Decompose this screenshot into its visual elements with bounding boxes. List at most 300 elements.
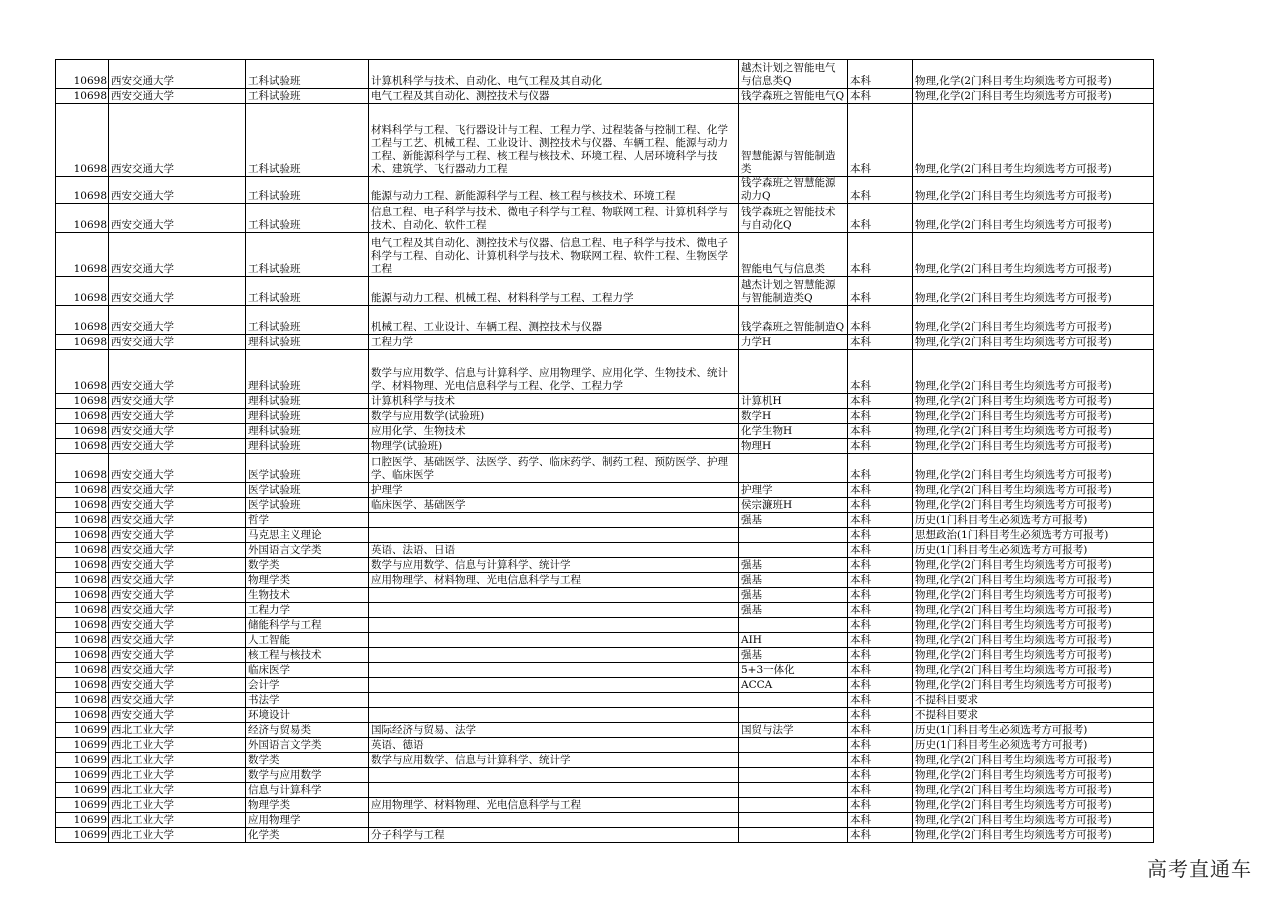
- school-name-cell: 西安交通大学: [109, 543, 246, 558]
- school-code-cell: 10698: [56, 89, 109, 104]
- subject-requirement-cell: 物理,化学(2门科目考生均须选考方可报考): [913, 783, 1154, 798]
- table-row: [56, 558, 1154, 573]
- table-row: [56, 483, 1154, 498]
- education-level-cell: 本科: [848, 543, 913, 558]
- remark-cell: 钱学森班之智能电气Q: [739, 89, 848, 104]
- subject-requirement-cell: 物理,化学(2门科目考生均须选考方可报考): [913, 558, 1154, 573]
- remark-cell: [739, 753, 848, 768]
- table-row: [56, 409, 1154, 424]
- included-majors-cell: [369, 708, 739, 723]
- included-majors-cell: 机械工程、工业设计、车辆工程、测控技术与仪器: [369, 306, 739, 335]
- subject-requirement-cell: 物理,化学(2门科目考生均须选考方可报考): [913, 588, 1154, 603]
- remark-cell: [739, 738, 848, 753]
- remark-cell: [739, 828, 848, 843]
- major-category-cell: 工程力学: [246, 603, 369, 618]
- subject-requirement-cell: 物理,化学(2门科目考生均须选考方可报考): [913, 828, 1154, 843]
- school-name-cell: 西安交通大学: [109, 454, 246, 483]
- remark-cell: 钱学森班之智能制造Q: [739, 306, 848, 335]
- school-code-cell: 10699: [56, 783, 109, 798]
- included-majors-cell: 计算机科学与技术、自动化、电气工程及其自动化: [369, 60, 739, 89]
- remark-cell: 越杰计划之智慧能源与智能制造类Q: [739, 277, 848, 306]
- school-code-cell: 10698: [56, 693, 109, 708]
- remark-cell: 强基: [739, 558, 848, 573]
- included-majors-cell: [369, 618, 739, 633]
- included-majors-cell: 电气工程及其自动化、测控技术与仪器: [369, 89, 739, 104]
- subject-requirement-cell: 物理,化学(2门科目考生均须选考方可报考): [913, 89, 1154, 104]
- included-majors-cell: 能源与动力工程、机械工程、材料科学与工程、工程力学: [369, 277, 739, 306]
- subject-requirement-cell: 物理,化学(2门科目考生均须选考方可报考): [913, 813, 1154, 828]
- education-level-cell: 本科: [848, 783, 913, 798]
- remark-cell: [739, 618, 848, 633]
- education-level-cell: 本科: [848, 409, 913, 424]
- school-code-cell: 10699: [56, 813, 109, 828]
- included-majors-cell: 数学与应用数学(试验班): [369, 409, 739, 424]
- school-code-cell: 10698: [56, 454, 109, 483]
- remark-cell: 强基: [739, 573, 848, 588]
- education-level-cell: 本科: [848, 693, 913, 708]
- major-category-cell: 医学试验班: [246, 483, 369, 498]
- education-level-cell: 本科: [848, 798, 913, 813]
- major-category-cell: 数学类: [246, 558, 369, 573]
- major-category-cell: 外国语言文学类: [246, 543, 369, 558]
- included-majors-cell: 信息工程、电子科学与技术、微电子科学与工程、物联网工程、计算机科学与技术、自动化、软件工程: [369, 204, 739, 233]
- table-row: [56, 60, 1154, 89]
- school-name-cell: 西安交通大学: [109, 306, 246, 335]
- included-majors-cell: 能源与动力工程、新能源科学与工程、核工程与核技术、环境工程: [369, 177, 739, 204]
- included-majors-cell: 材料科学与工程、飞行器设计与工程、工程力学、过程装备与控制工程、化学工程与工艺、机械工程、工业设计、测控技术与仪器、车辆工程、能源与动力工程、新能源科学与工程、核工程与核技术、环境工程、人居环境科学与技术、建筑学、飞行器动力工程: [369, 104, 739, 177]
- education-level-cell: 本科: [848, 306, 913, 335]
- subject-requirement-cell: 不提科目要求: [913, 693, 1154, 708]
- major-category-cell: 储能科学与工程: [246, 618, 369, 633]
- school-name-cell: 西北工业大学: [109, 768, 246, 783]
- table-row: [56, 768, 1154, 783]
- major-category-cell: 理科试验班: [246, 335, 369, 350]
- subject-requirement-cell: 历史(1门科目考生必须选考方可报考): [913, 543, 1154, 558]
- school-name-cell: 西安交通大学: [109, 350, 246, 394]
- major-category-cell: 环境设计: [246, 708, 369, 723]
- included-majors-cell: [369, 528, 739, 543]
- included-majors-cell: 数学与应用数学、信息与计算科学、应用物理学、应用化学、生物技术、统计学、材料物理、光电信息科学与工程、化学、工程力学: [369, 350, 739, 394]
- table-row: [56, 783, 1154, 798]
- table-row: [56, 439, 1154, 454]
- table-row: [56, 350, 1154, 394]
- included-majors-cell: 工程力学: [369, 335, 739, 350]
- admission-table: [55, 59, 1154, 843]
- major-category-cell: 工科试验班: [246, 89, 369, 104]
- major-category-cell: 数学与应用数学: [246, 768, 369, 783]
- education-level-cell: 本科: [848, 618, 913, 633]
- remark-cell: [739, 798, 848, 813]
- remark-cell: 物理H: [739, 439, 848, 454]
- education-level-cell: 本科: [848, 828, 913, 843]
- major-category-cell: 信息与计算科学: [246, 783, 369, 798]
- school-name-cell: 西北工业大学: [109, 813, 246, 828]
- school-code-cell: 10698: [56, 306, 109, 335]
- education-level-cell: 本科: [848, 177, 913, 204]
- included-majors-cell: [369, 693, 739, 708]
- remark-cell: 国贸与法学: [739, 723, 848, 738]
- school-name-cell: 西安交通大学: [109, 528, 246, 543]
- school-name-cell: 西安交通大学: [109, 483, 246, 498]
- school-name-cell: 西安交通大学: [109, 89, 246, 104]
- table-row: [56, 798, 1154, 813]
- major-category-cell: 工科试验班: [246, 104, 369, 177]
- major-category-cell: 理科试验班: [246, 409, 369, 424]
- education-level-cell: 本科: [848, 483, 913, 498]
- school-name-cell: 西安交通大学: [109, 513, 246, 528]
- included-majors-cell: [369, 588, 739, 603]
- subject-requirement-cell: 历史(1门科目考生必须选考方可报考): [913, 513, 1154, 528]
- school-name-cell: 西安交通大学: [109, 233, 246, 277]
- school-code-cell: 10698: [56, 483, 109, 498]
- subject-requirement-cell: 物理,化学(2门科目考生均须选考方可报考): [913, 663, 1154, 678]
- watermark-text: 高考直通车: [1147, 857, 1252, 881]
- admission-table-body: [56, 60, 1154, 843]
- table-row: [56, 454, 1154, 483]
- major-category-cell: 工科试验班: [246, 277, 369, 306]
- school-name-cell: 西安交通大学: [109, 60, 246, 89]
- included-majors-cell: 应用化学、生物技术: [369, 424, 739, 439]
- education-level-cell: 本科: [848, 454, 913, 483]
- school-name-cell: 西安交通大学: [109, 409, 246, 424]
- table-row: [56, 89, 1154, 104]
- school-code-cell: 10698: [56, 558, 109, 573]
- subject-requirement-cell: 物理,化学(2门科目考生均须选考方可报考): [913, 573, 1154, 588]
- remark-cell: 侯宗濂班H: [739, 498, 848, 513]
- table-row: [56, 513, 1154, 528]
- included-majors-cell: [369, 663, 739, 678]
- school-name-cell: 西安交通大学: [109, 277, 246, 306]
- major-category-cell: 人工智能: [246, 633, 369, 648]
- major-category-cell: 理科试验班: [246, 394, 369, 409]
- school-name-cell: 西安交通大学: [109, 394, 246, 409]
- school-name-cell: 西安交通大学: [109, 424, 246, 439]
- education-level-cell: 本科: [848, 753, 913, 768]
- subject-requirement-cell: 物理,化学(2门科目考生均须选考方可报考): [913, 104, 1154, 177]
- table-row: [56, 424, 1154, 439]
- school-code-cell: 10698: [56, 618, 109, 633]
- included-majors-cell: 计算机科学与技术: [369, 394, 739, 409]
- remark-cell: 强基: [739, 513, 848, 528]
- table-row: [56, 678, 1154, 693]
- major-category-cell: 理科试验班: [246, 424, 369, 439]
- school-name-cell: 西安交通大学: [109, 678, 246, 693]
- major-category-cell: 马克思主义理论: [246, 528, 369, 543]
- table-row: [56, 498, 1154, 513]
- table-row: [56, 543, 1154, 558]
- table-row: [56, 693, 1154, 708]
- education-level-cell: 本科: [848, 394, 913, 409]
- school-name-cell: 西北工业大学: [109, 738, 246, 753]
- education-level-cell: 本科: [848, 104, 913, 177]
- remark-cell: 智慧能源与智能制造类: [739, 104, 848, 177]
- school-name-cell: 西安交通大学: [109, 663, 246, 678]
- school-code-cell: 10698: [56, 678, 109, 693]
- subject-requirement-cell: 物理,化学(2门科目考生均须选考方可报考): [913, 498, 1154, 513]
- remark-cell: 智能电气与信息类: [739, 233, 848, 277]
- table-row: [56, 177, 1154, 204]
- table-row: [56, 828, 1154, 843]
- school-code-cell: 10699: [56, 738, 109, 753]
- subject-requirement-cell: 物理,化学(2门科目考生均须选考方可报考): [913, 768, 1154, 783]
- remark-cell: 钱学森班之智慧能源动力Q: [739, 177, 848, 204]
- remark-cell: 护理学: [739, 483, 848, 498]
- subject-requirement-cell: 物理,化学(2门科目考生均须选考方可报考): [913, 648, 1154, 663]
- remark-cell: [739, 350, 848, 394]
- included-majors-cell: 物理学(试验班): [369, 439, 739, 454]
- remark-cell: ACCA: [739, 678, 848, 693]
- included-majors-cell: 口腔医学、基础医学、法医学、药学、临床药学、制药工程、预防医学、护理学、临床医学: [369, 454, 739, 483]
- school-code-cell: 10698: [56, 633, 109, 648]
- remark-cell: [739, 768, 848, 783]
- remark-cell: 强基: [739, 588, 848, 603]
- major-category-cell: 临床医学: [246, 663, 369, 678]
- education-level-cell: 本科: [848, 439, 913, 454]
- subject-requirement-cell: 物理,化学(2门科目考生均须选考方可报考): [913, 306, 1154, 335]
- major-category-cell: 会计学: [246, 678, 369, 693]
- subject-requirement-cell: 物理,化学(2门科目考生均须选考方可报考): [913, 177, 1154, 204]
- table-row: [56, 204, 1154, 233]
- school-code-cell: 10698: [56, 60, 109, 89]
- major-category-cell: 理科试验班: [246, 350, 369, 394]
- subject-requirement-cell: 物理,化学(2门科目考生均须选考方可报考): [913, 233, 1154, 277]
- education-level-cell: 本科: [848, 738, 913, 753]
- remark-cell: 力学H: [739, 335, 848, 350]
- school-code-cell: 10699: [56, 828, 109, 843]
- table-row: [56, 528, 1154, 543]
- remark-cell: [739, 783, 848, 798]
- school-name-cell: 西安交通大学: [109, 708, 246, 723]
- subject-requirement-cell: 物理,化学(2门科目考生均须选考方可报考): [913, 439, 1154, 454]
- remark-cell: [739, 454, 848, 483]
- major-category-cell: 工科试验班: [246, 233, 369, 277]
- school-name-cell: 西安交通大学: [109, 177, 246, 204]
- school-code-cell: 10698: [56, 394, 109, 409]
- school-code-cell: 10698: [56, 573, 109, 588]
- education-level-cell: 本科: [848, 678, 913, 693]
- education-level-cell: 本科: [848, 233, 913, 277]
- school-code-cell: 10698: [56, 663, 109, 678]
- subject-requirement-cell: 物理,化学(2门科目考生均须选考方可报考): [913, 753, 1154, 768]
- major-category-cell: 物理学类: [246, 573, 369, 588]
- education-level-cell: 本科: [848, 277, 913, 306]
- school-name-cell: 西安交通大学: [109, 618, 246, 633]
- school-code-cell: 10698: [56, 424, 109, 439]
- major-category-cell: 数学类: [246, 753, 369, 768]
- education-level-cell: 本科: [848, 558, 913, 573]
- table-row: [56, 603, 1154, 618]
- education-level-cell: 本科: [848, 573, 913, 588]
- included-majors-cell: 应用物理学、材料物理、光电信息科学与工程: [369, 798, 739, 813]
- school-code-cell: 10698: [56, 350, 109, 394]
- school-name-cell: 西北工业大学: [109, 753, 246, 768]
- major-category-cell: 医学试验班: [246, 498, 369, 513]
- school-name-cell: 西北工业大学: [109, 723, 246, 738]
- school-code-cell: 10698: [56, 439, 109, 454]
- school-code-cell: 10698: [56, 528, 109, 543]
- included-majors-cell: 电气工程及其自动化、测控技术与仪器、信息工程、电子科学与技术、微电子科学与工程、自动化、计算机科学与技术、物联网工程、软件工程、生物医学工程: [369, 233, 739, 277]
- school-code-cell: 10698: [56, 335, 109, 350]
- remark-cell: [739, 708, 848, 723]
- included-majors-cell: [369, 603, 739, 618]
- school-code-cell: 10698: [56, 498, 109, 513]
- subject-requirement-cell: 物理,化学(2门科目考生均须选考方可报考): [913, 678, 1154, 693]
- major-category-cell: 生物技术: [246, 588, 369, 603]
- major-category-cell: 外国语言文学类: [246, 738, 369, 753]
- remark-cell: 5+3一体化: [739, 663, 848, 678]
- school-name-cell: 西安交通大学: [109, 498, 246, 513]
- education-level-cell: 本科: [848, 350, 913, 394]
- subject-requirement-cell: 物理,化学(2门科目考生均须选考方可报考): [913, 60, 1154, 89]
- subject-requirement-cell: 物理,化学(2门科目考生均须选考方可报考): [913, 483, 1154, 498]
- remark-cell: 数学H: [739, 409, 848, 424]
- school-name-cell: 西安交通大学: [109, 573, 246, 588]
- subject-requirement-cell: 物理,化学(2门科目考生均须选考方可报考): [913, 409, 1154, 424]
- subject-requirement-cell: 物理,化学(2门科目考生均须选考方可报考): [913, 618, 1154, 633]
- school-name-cell: 西安交通大学: [109, 439, 246, 454]
- table-row: [56, 708, 1154, 723]
- remark-cell: [739, 813, 848, 828]
- school-name-cell: 西北工业大学: [109, 828, 246, 843]
- major-category-cell: 工科试验班: [246, 204, 369, 233]
- school-code-cell: 10699: [56, 723, 109, 738]
- subject-requirement-cell: 物理,化学(2门科目考生均须选考方可报考): [913, 394, 1154, 409]
- school-code-cell: 10698: [56, 513, 109, 528]
- major-category-cell: 医学试验班: [246, 454, 369, 483]
- education-level-cell: 本科: [848, 768, 913, 783]
- education-level-cell: 本科: [848, 89, 913, 104]
- subject-requirement-cell: 物理,化学(2门科目考生均须选考方可报考): [913, 204, 1154, 233]
- included-majors-cell: [369, 813, 739, 828]
- remark-cell: 越杰计划之智能电气与信息类Q: [739, 60, 848, 89]
- table-row: [56, 723, 1154, 738]
- included-majors-cell: [369, 648, 739, 663]
- table-row: [56, 588, 1154, 603]
- major-category-cell: 化学类: [246, 828, 369, 843]
- subject-requirement-cell: 不提科目要求: [913, 708, 1154, 723]
- education-level-cell: 本科: [848, 424, 913, 439]
- included-majors-cell: [369, 678, 739, 693]
- school-code-cell: 10698: [56, 277, 109, 306]
- school-code-cell: 10698: [56, 177, 109, 204]
- table-row: [56, 618, 1154, 633]
- included-majors-cell: 英语、德语: [369, 738, 739, 753]
- school-code-cell: 10698: [56, 543, 109, 558]
- included-majors-cell: 应用物理学、材料物理、光电信息科学与工程: [369, 573, 739, 588]
- school-name-cell: 西安交通大学: [109, 204, 246, 233]
- school-name-cell: 西安交通大学: [109, 603, 246, 618]
- school-code-cell: 10698: [56, 204, 109, 233]
- education-level-cell: 本科: [848, 588, 913, 603]
- education-level-cell: 本科: [848, 648, 913, 663]
- school-name-cell: 西安交通大学: [109, 588, 246, 603]
- subject-requirement-cell: 物理,化学(2门科目考生均须选考方可报考): [913, 350, 1154, 394]
- subject-requirement-cell: 物理,化学(2门科目考生均须选考方可报考): [913, 798, 1154, 813]
- subject-requirement-cell: 物理,化学(2门科目考生均须选考方可报考): [913, 335, 1154, 350]
- included-majors-cell: [369, 768, 739, 783]
- education-level-cell: 本科: [848, 528, 913, 543]
- table-row: [56, 573, 1154, 588]
- education-level-cell: 本科: [848, 633, 913, 648]
- major-category-cell: 工科试验班: [246, 177, 369, 204]
- remark-cell: 计算机H: [739, 394, 848, 409]
- school-code-cell: 10698: [56, 409, 109, 424]
- table-row: [56, 813, 1154, 828]
- school-code-cell: 10699: [56, 768, 109, 783]
- table-row: [56, 633, 1154, 648]
- included-majors-cell: 数学与应用数学、信息与计算科学、统计学: [369, 753, 739, 768]
- subject-requirement-cell: 物理,化学(2门科目考生均须选考方可报考): [913, 454, 1154, 483]
- table-row: [56, 753, 1154, 768]
- included-majors-cell: 护理学: [369, 483, 739, 498]
- included-majors-cell: 分子科学与工程: [369, 828, 739, 843]
- major-category-cell: 工科试验班: [246, 60, 369, 89]
- table-row: [56, 233, 1154, 277]
- remark-cell: 钱学森班之智能技术与自动化Q: [739, 204, 848, 233]
- table-row: [56, 306, 1154, 335]
- subject-requirement-cell: 历史(1门科目考生必须选考方可报考): [913, 738, 1154, 753]
- school-code-cell: 10698: [56, 233, 109, 277]
- education-level-cell: 本科: [848, 723, 913, 738]
- table-row: [56, 394, 1154, 409]
- school-code-cell: 10699: [56, 798, 109, 813]
- table-row: [56, 648, 1154, 663]
- school-code-cell: 10698: [56, 603, 109, 618]
- major-category-cell: 理科试验班: [246, 439, 369, 454]
- table-row: [56, 104, 1154, 177]
- remark-cell: [739, 693, 848, 708]
- school-name-cell: 西安交通大学: [109, 104, 246, 177]
- remark-cell: [739, 543, 848, 558]
- included-majors-cell: 临床医学、基础医学: [369, 498, 739, 513]
- education-level-cell: 本科: [848, 498, 913, 513]
- major-category-cell: 书法学: [246, 693, 369, 708]
- subject-requirement-cell: 物理,化学(2门科目考生均须选考方可报考): [913, 277, 1154, 306]
- subject-requirement-cell: 物理,化学(2门科目考生均须选考方可报考): [913, 424, 1154, 439]
- school-name-cell: 西安交通大学: [109, 558, 246, 573]
- included-majors-cell: [369, 513, 739, 528]
- school-name-cell: 西安交通大学: [109, 335, 246, 350]
- school-name-cell: 西安交通大学: [109, 648, 246, 663]
- school-code-cell: 10698: [56, 588, 109, 603]
- school-code-cell: 10698: [56, 648, 109, 663]
- table-row: [56, 663, 1154, 678]
- education-level-cell: 本科: [848, 204, 913, 233]
- major-category-cell: 经济与贸易类: [246, 723, 369, 738]
- education-level-cell: 本科: [848, 335, 913, 350]
- table-row: [56, 277, 1154, 306]
- education-level-cell: 本科: [848, 708, 913, 723]
- included-majors-cell: 数学与应用数学、信息与计算科学、统计学: [369, 558, 739, 573]
- admission-table-container: [55, 59, 1153, 843]
- major-category-cell: 哲学: [246, 513, 369, 528]
- education-level-cell: 本科: [848, 813, 913, 828]
- school-code-cell: 10698: [56, 708, 109, 723]
- subject-requirement-cell: 思想政治(1门科目考生必须选考方可报考): [913, 528, 1154, 543]
- school-name-cell: 西安交通大学: [109, 693, 246, 708]
- subject-requirement-cell: 历史(1门科目考生必须选考方可报考): [913, 723, 1154, 738]
- included-majors-cell: 英语、法语、日语: [369, 543, 739, 558]
- remark-cell: 化学生物H: [739, 424, 848, 439]
- remark-cell: 强基: [739, 603, 848, 618]
- remark-cell: 强基: [739, 648, 848, 663]
- included-majors-cell: [369, 783, 739, 798]
- major-category-cell: 工科试验班: [246, 306, 369, 335]
- included-majors-cell: 国际经济与贸易、法学: [369, 723, 739, 738]
- major-category-cell: 核工程与核技术: [246, 648, 369, 663]
- included-majors-cell: [369, 633, 739, 648]
- education-level-cell: 本科: [848, 513, 913, 528]
